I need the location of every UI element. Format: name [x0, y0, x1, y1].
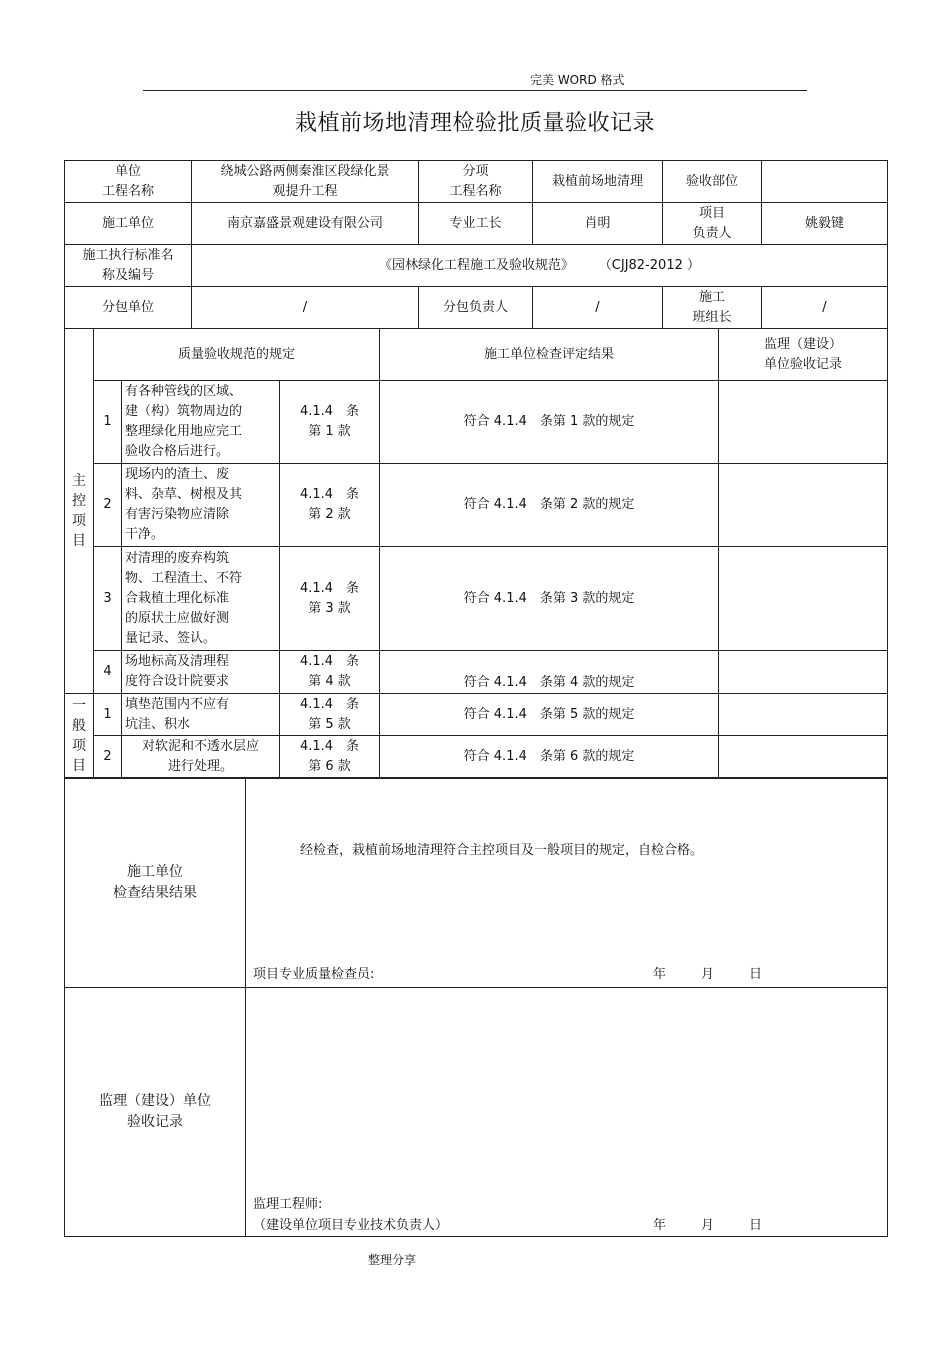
foreman-label: 专业工长	[419, 203, 533, 245]
item-result: 符合 4.1.4 条第 1 款的规定	[380, 381, 719, 464]
date-year: 年	[653, 1218, 667, 1233]
item-clause: 4.1.4 条 第 6 款	[280, 736, 380, 778]
item-number: 1	[94, 381, 122, 464]
general-item-label: 一 般 项 目	[65, 694, 94, 778]
unit-project-value: 绕城公路两侧秦淮区段绿化景 观提升工程	[192, 161, 419, 203]
project-manager-value: 姚毅键	[762, 203, 888, 245]
subcontractor-value: /	[192, 287, 419, 329]
supervision-record-label: 监理（建设）单位 验收记录	[65, 988, 246, 1237]
item-number: 4	[94, 651, 122, 694]
construction-unit-label: 施工单位	[65, 203, 192, 245]
item-clause: 4.1.4 条 第 1 款	[280, 381, 380, 464]
supervising-engineer-label: 监理工程师:	[253, 1197, 323, 1212]
item-supervision	[719, 694, 888, 736]
item-supervision	[719, 651, 888, 694]
result-header: 施工单位检查评定结果	[380, 329, 719, 381]
date-day: 日	[749, 967, 763, 982]
item-result: 符合 4.1.4 条第 5 款的规定	[380, 694, 719, 736]
header-rule	[143, 90, 807, 91]
subcontractor-label: 分包单位	[65, 287, 192, 329]
item-requirement: 对清理的废弃构筑 物、工程渣土、不符 合栽植土理化标准 的原状土应做好测 量记录、签认。	[122, 547, 280, 651]
item-supervision	[719, 381, 888, 464]
page-title: 栽植前场地清理检验批质量验收记录	[294, 111, 655, 136]
table-row	[65, 736, 888, 778]
sub-project-value: 栽植前场地清理	[533, 161, 663, 203]
construction-check-body	[246, 779, 888, 988]
item-result: 符合 4.1.4 条第 2 款的规定	[380, 464, 719, 547]
item-requirement: 填垫范围内不应有 坑洼、积水	[122, 694, 280, 736]
team-leader-label: 施工 班组长	[663, 287, 762, 329]
main-control-label: 主 控 项 目	[65, 329, 94, 694]
item-requirement: 对软泥和不透水层应 进行处理。	[122, 736, 280, 778]
foreman-value: 肖明	[533, 203, 663, 245]
date-month: 月	[701, 1218, 715, 1233]
team-leader-value: /	[762, 287, 888, 329]
standard-value: 《园林绿化工程施工及验收规范》 （CJJ82-2012 ）	[192, 245, 888, 287]
table-row	[65, 651, 888, 694]
supervision-record-body	[246, 988, 888, 1237]
item-clause: 4.1.4 条 第 5 款	[280, 694, 380, 736]
item-number: 1	[94, 694, 122, 736]
item-requirement: 场地标高及清理程 度符合设计院要求	[122, 651, 280, 694]
unit-project-label: 单位 工程名称	[65, 161, 192, 203]
acceptance-part-label: 验收部位	[663, 161, 762, 203]
item-clause: 4.1.4 条 第 4 款	[280, 651, 380, 694]
sub-project-label: 分项 工程名称	[419, 161, 533, 203]
item-clause: 4.1.4 条 第 3 款	[280, 547, 380, 651]
item-result: 符合 4.1.4 条第 4 款的规定	[380, 651, 719, 694]
standard-label: 施工执行标准名 称及编号	[65, 245, 192, 287]
table-row	[65, 694, 888, 736]
project-manager-label: 项目 负责人	[663, 203, 762, 245]
inspection-table	[64, 328, 888, 778]
item-requirement: 有各种管线的区域、 建（构）筑物周边的 整理绿化用地应完工 验收合格后进行。	[122, 381, 280, 464]
item-clause: 4.1.4 条 第 2 款	[280, 464, 380, 547]
date-month: 月	[701, 967, 715, 982]
item-result: 符合 4.1.4 条第 3 款的规定	[380, 547, 719, 651]
construction-unit-value: 南京嘉盛景观建设有限公司	[192, 203, 419, 245]
page-footer: 整理分享	[368, 1253, 417, 1267]
page-header-format: 完美 WORD 格式	[530, 73, 625, 87]
date-year: 年	[653, 967, 667, 982]
item-supervision	[719, 464, 888, 547]
construction-check-label: 施工单位 检查结果结果	[65, 779, 246, 988]
owner-tech-lead-label: （建设单位项目专业技术负责人）	[253, 1218, 449, 1233]
table-row	[65, 547, 888, 651]
table-row	[65, 381, 888, 464]
table-row	[65, 464, 888, 547]
item-number: 2	[94, 464, 122, 547]
acceptance-part-value	[762, 161, 888, 203]
project-info-table	[64, 160, 888, 329]
item-supervision	[719, 547, 888, 651]
item-number: 3	[94, 547, 122, 651]
date-day: 日	[749, 1218, 763, 1233]
item-supervision	[719, 736, 888, 778]
spec-header: 质量验收规范的规定	[94, 329, 380, 381]
sub-manager-label: 分包负责人	[419, 287, 533, 329]
item-number: 2	[94, 736, 122, 778]
item-result: 符合 4.1.4 条第 6 款的规定	[380, 736, 719, 778]
signature-table	[64, 778, 888, 1237]
sub-manager-value: /	[533, 287, 663, 329]
supervision-header: 监理（建设） 单位验收记录	[719, 329, 888, 381]
item-requirement: 现场内的渣土、废 料、杂草、树根及其 有害污染物应清除 干净。	[122, 464, 280, 547]
quality-inspector-label: 项目专业质量检查员:	[253, 967, 375, 982]
construction-conclusion: 经检查，栽植前场地清理符合主控项目及一般项目的规定，自检合格。	[300, 843, 704, 858]
